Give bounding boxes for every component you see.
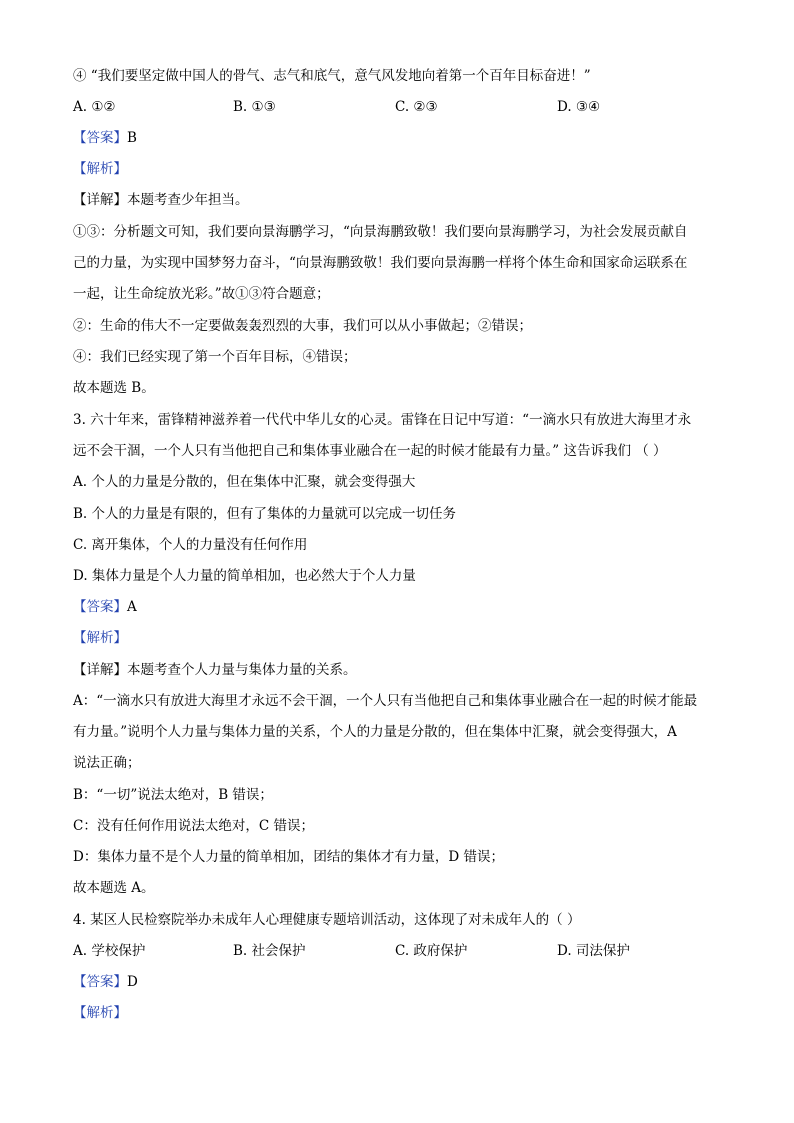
q4-stem: 4. 某区人民检察院举办未成年人心理健康专题培训活动，这体现了对未成年人的（ ） [73,912,581,928]
detail-tag: 【详解】 [73,192,127,208]
q2-conclusion: 故本题选 B。 [73,380,155,396]
q3-option-c: C. 离开集体，个人的力量没有任何作用 [73,537,308,553]
q4-option-c: C. 政府保护 [395,943,468,959]
q3-explanation-line: C：没有任何作用说法太绝对，C 错误； [73,818,314,834]
q3-explanation-line: B：“一切”说法太绝对，B 错误； [73,787,273,803]
q3-explanation-line: 有力量。”说明个人力量与集体力量的关系，个人的力量是分散的，但在集体中汇聚，就会变得强大，A [73,724,677,740]
q3-stem-line: 远不会干涸，一个人只有当他把自己和集体事业融合在一起的时候才能最有力量。” 这告诉我们 （ ） [73,443,667,459]
q4-answer-line [73,972,723,992]
answer-value: B [127,130,137,146]
q3-detail-line [73,660,723,680]
q4-option-a: A. 学校保护 [73,943,146,959]
answer-tag: 【答案】 [73,974,127,990]
answer-value: A [127,599,137,615]
q2-option-b: B. ①③ [233,99,276,115]
detail-tag: 【详解】 [73,662,127,678]
detail-text: 本题考查少年担当。 [127,192,249,208]
q2-detail-line [73,190,723,210]
q3-explanation-line: A：“一滴水只有放进大海里才永远不会干涸，一个人只有当他把自己和集体事业融合在一起的时候才能最 [73,693,698,709]
q4-option-b: B. 社会保护 [233,943,306,959]
analysis-tag: 【解析】 [73,161,127,177]
q2-option-d: D. ③④ [557,99,601,115]
analysis-tag: 【解析】 [73,1005,127,1021]
q2-explanation-line: 一起，让生命绽放光彩。”故①③符合题意； [73,286,330,302]
q2-explanation-line: 己的力量，为实现中国梦努力奋斗，“向景海鹏致敬！我们要向景海鹏一样将个体生命和国家命运联系在 [73,255,688,271]
q2-explanation-line: ②：生命的伟大不一定要做轰轰烈烈的大事，我们可以从小事做起；②错误； [73,318,532,334]
q3-answer-line [73,597,723,617]
analysis-tag: 【解析】 [73,630,127,646]
q3-option-a: A. 个人的力量是分散的，但在集体中汇聚，就会变得强大 [73,474,416,490]
q3-conclusion: 故本题选 A。 [73,880,155,896]
q2-option-a: A. ①② [73,99,116,115]
q3-option-b: B. 个人的力量是有限的，但有了集体的力量就可以完成一切任务 [73,506,457,522]
answer-tag: 【答案】 [73,130,127,146]
answer-value: D [127,974,138,990]
q2-statement-4: ④ “我们要坚定做中国人的骨气、志气和底气，意气风发地向着第一个百年目标奋进！” [73,68,591,84]
q2-explanation-line: ④：我们已经实现了第一个百年目标，④错误； [73,349,357,365]
q3-explanation-line: D：集体力量不是个人力量的简单相加，团结的集体才有力量，D 错误； [73,849,504,865]
q3-explanation-line: 说法正确； [73,755,141,771]
q3-option-d: D. 集体力量是个人力量的简单相加，也必然大于个人力量 [73,568,416,584]
detail-text: 本题考查个人力量与集体力量的关系。 [127,662,357,678]
answer-tag: 【答案】 [73,599,127,615]
q2-option-c: C. ②③ [395,99,438,115]
q2-answer-line [73,128,723,148]
q4-option-d: D. 司法保护 [557,943,630,959]
q3-stem-line: 3. 六十年来，雷锋精神滋养着一代代中华儿女的心灵。雷锋在日记中写道：“一滴水只有放进大海里才永 [73,412,692,428]
q2-explanation-line: ①③：分析题文可知，我们要向景海鹏学习，“向景海鹏致敬！我们要向景海鹏学习，为社会发展贡献自 [73,224,688,240]
